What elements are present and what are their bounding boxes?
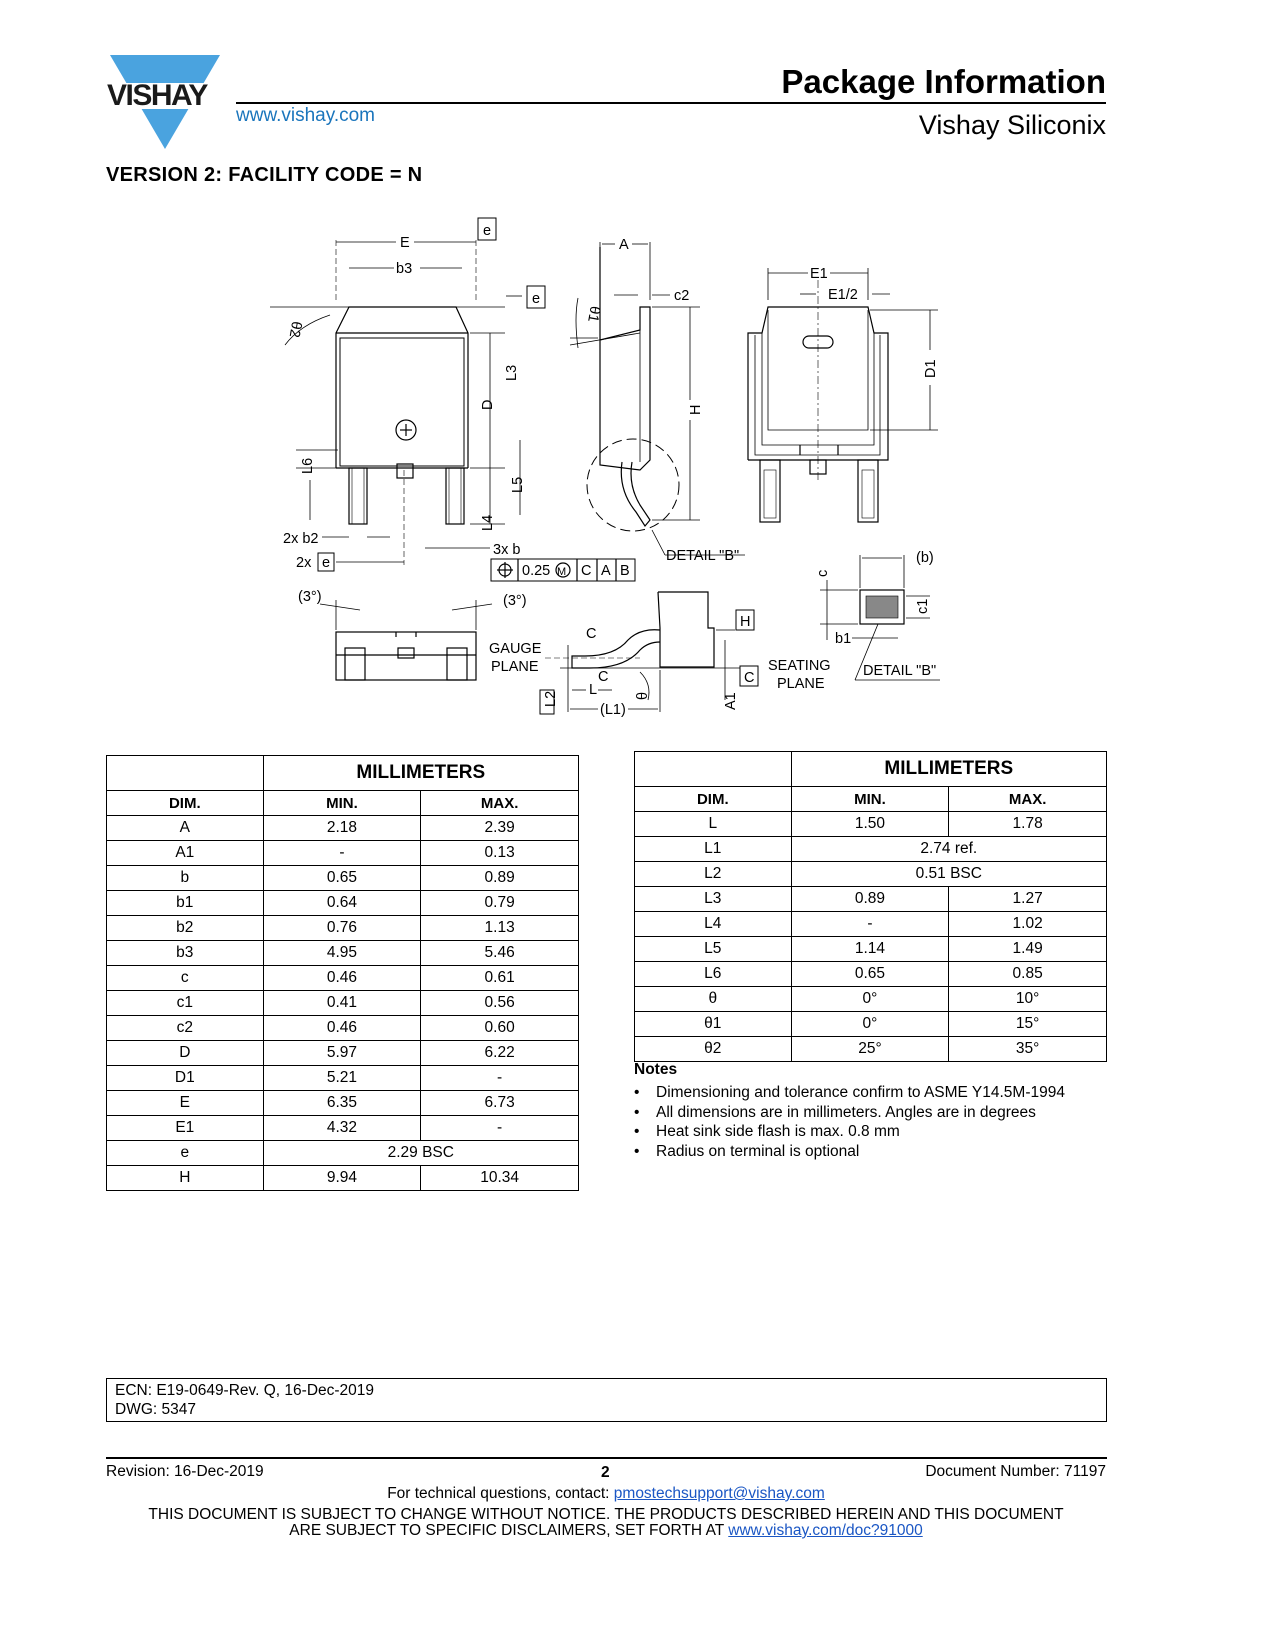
svg-text:b1: b1 xyxy=(835,631,852,647)
detail-b-section xyxy=(820,555,940,680)
svg-text:(3°): (3°) xyxy=(298,589,322,605)
dwg-line: DWG: 5347 xyxy=(115,1401,196,1418)
svg-text:e: e xyxy=(483,223,492,239)
table-row: D1 5.21 - xyxy=(107,1066,579,1091)
table-row: θ 0° 10° xyxy=(635,987,1107,1012)
top-view xyxy=(270,218,635,581)
table-row: D 5.97 6.22 xyxy=(107,1041,579,1066)
table-row: A 2.18 2.39 xyxy=(107,816,579,841)
end-view xyxy=(320,600,492,680)
table-row: c1 0.41 0.56 xyxy=(107,991,579,1016)
col-min: MIN. xyxy=(791,787,949,812)
contact-email-link[interactable]: pmostechsupport@vishay.com xyxy=(613,1485,825,1502)
svg-text:C: C xyxy=(744,670,755,686)
disclaimer-line-2 xyxy=(0,1522,1212,1540)
svg-text:e: e xyxy=(322,555,331,571)
table-row: θ2 25° 35° xyxy=(635,1037,1107,1062)
side-view xyxy=(570,242,745,555)
svg-text:A: A xyxy=(619,237,629,253)
svg-text:(b): (b) xyxy=(916,550,934,566)
svg-text:3x b: 3x b xyxy=(493,542,521,558)
svg-text:M: M xyxy=(557,566,567,578)
svg-text:2x b2: 2x b2 xyxy=(283,531,319,547)
svg-text:θ2: θ2 xyxy=(285,319,305,339)
top-view-labels xyxy=(283,223,630,579)
table-row: L5 1.14 1.49 xyxy=(635,937,1107,962)
table-row: b3 4.95 5.46 xyxy=(107,941,579,966)
svg-text:2x: 2x xyxy=(296,555,312,571)
svg-text:(L1): (L1) xyxy=(600,702,626,718)
table-row: L4 - 1.02 xyxy=(635,912,1107,937)
svg-text:L4: L4 xyxy=(480,514,496,531)
revision-date: Revision: 16-Dec-2019 xyxy=(106,1463,264,1480)
svg-text:c1: c1 xyxy=(915,598,931,614)
table-row: L3 0.89 1.27 xyxy=(635,887,1107,912)
svg-text:L3: L3 xyxy=(504,364,520,381)
table-header-millimeters: MILLIMETERS xyxy=(791,752,1106,787)
table-row: b 0.65 0.89 xyxy=(107,866,579,891)
page-title: Package Information xyxy=(781,63,1106,100)
svg-text:E: E xyxy=(400,235,410,251)
svg-text:B: B xyxy=(620,563,630,579)
svg-text:A: A xyxy=(601,563,611,579)
svg-text:b3: b3 xyxy=(396,261,413,277)
table-row: c 0.46 0.61 xyxy=(107,966,579,991)
dimensions-table-left xyxy=(106,755,579,1191)
table-row: b1 0.64 0.79 xyxy=(107,891,579,916)
svg-text:H: H xyxy=(740,614,751,630)
bottom-view-labels xyxy=(810,266,939,378)
col-dim: DIM. xyxy=(635,787,792,812)
logo-wordmark: VISHAY xyxy=(107,79,207,112)
svg-text:C: C xyxy=(598,669,609,685)
svg-text:0.25: 0.25 xyxy=(522,563,551,579)
table-row: c2 0.46 0.60 xyxy=(107,1016,579,1041)
svg-text:PLANE: PLANE xyxy=(777,676,825,692)
bottom-view xyxy=(748,268,938,522)
table-row: L2 0.51 BSC xyxy=(635,862,1107,887)
col-dim: DIM. xyxy=(107,791,264,816)
svg-text:DETAIL "B": DETAIL "B" xyxy=(863,663,937,679)
note-item: • All dimensions are in millimeters. Angles are in degrees xyxy=(656,1103,1036,1124)
package-outline-drawing xyxy=(0,0,1275,740)
disclaimer-prefix: ARE SUBJECT TO SPECIFIC DISCLAIMERS, SET FORTH AT xyxy=(289,1522,729,1539)
svg-text:E1: E1 xyxy=(810,266,828,282)
footer-rule xyxy=(106,1457,1107,1459)
disclaimer-line-1: THIS DOCUMENT IS SUBJECT TO CHANGE WITHOUT NOTICE. THE PRODUCTS DESCRIBED HEREIN AND THIS DOCUMENT xyxy=(148,1506,1064,1523)
document-number: Document Number: 71197 xyxy=(925,1463,1106,1480)
disclaimer-link[interactable]: www.vishay.com/doc?91000 xyxy=(728,1522,923,1539)
table-row: L 1.50 1.78 xyxy=(635,812,1107,837)
contact-prefix: For technical questions, contact: xyxy=(387,1485,614,1502)
website-link[interactable]: www.vishay.com xyxy=(236,105,376,126)
svg-text:θ1: θ1 xyxy=(584,304,603,324)
ecn-box xyxy=(106,1378,1107,1422)
ecn-line: ECN: E19-0649-Rev. Q, 16-Dec-2019 xyxy=(115,1382,375,1399)
svg-text:(3°): (3°) xyxy=(503,593,527,609)
svg-text:DETAIL "B": DETAIL "B" xyxy=(666,548,740,564)
table-row: E 6.35 6.73 xyxy=(107,1091,579,1116)
note-item: • Dimensioning and tolerance confirm to ASME Y14.5M-1994 xyxy=(656,1083,1065,1104)
note-item: • Heat sink side flash is max. 0.8 mm xyxy=(656,1122,900,1143)
svg-text:θ: θ xyxy=(635,691,651,700)
note-item: • Radius on terminal is optional xyxy=(656,1142,859,1163)
svg-text:c: c xyxy=(815,569,831,577)
table-row: b2 0.76 1.13 xyxy=(107,916,579,941)
page-subtitle: Vishay Siliconix xyxy=(918,110,1106,140)
col-min: MIN. xyxy=(263,791,421,816)
col-max: MAX. xyxy=(421,791,579,816)
col-max: MAX. xyxy=(949,787,1107,812)
svg-text:L5: L5 xyxy=(510,476,526,493)
table-row: L1 2.74 ref. xyxy=(635,837,1107,862)
svg-text:C: C xyxy=(581,563,592,579)
table-row: H 9.94 10.34 xyxy=(107,1166,579,1191)
page-number: 2 xyxy=(601,1464,610,1481)
svg-text:c2: c2 xyxy=(674,288,690,304)
svg-text:D: D xyxy=(480,399,496,410)
table-row: E1 4.32 - xyxy=(107,1116,579,1141)
svg-text:E1/2: E1/2 xyxy=(828,287,858,303)
dimensions-table-right xyxy=(634,751,1107,1062)
svg-text:L: L xyxy=(589,682,598,698)
svg-text:SEATING: SEATING xyxy=(768,658,831,674)
svg-text:C: C xyxy=(586,626,597,642)
svg-text:H: H xyxy=(688,404,704,415)
svg-text:D1: D1 xyxy=(923,359,939,378)
contact-line xyxy=(0,1485,1212,1503)
svg-text:PLANE: PLANE xyxy=(491,659,539,675)
notes-title: Notes xyxy=(634,1061,678,1078)
table-row: A1 - 0.13 xyxy=(107,841,579,866)
table-row: θ1 0° 15° xyxy=(635,1012,1107,1037)
table-row: L6 0.65 0.85 xyxy=(635,962,1107,987)
svg-text:GAUGE: GAUGE xyxy=(489,641,542,657)
table-row: e 2.29 BSC xyxy=(107,1141,579,1166)
version-heading: VERSION 2: FACILITY CODE = N xyxy=(106,164,423,186)
svg-text:L6: L6 xyxy=(300,457,316,474)
svg-text:e: e xyxy=(532,291,541,307)
svg-text:L2: L2 xyxy=(543,690,559,707)
side-view-labels xyxy=(584,237,739,564)
svg-text:A1: A1 xyxy=(723,692,739,710)
table-header-millimeters: MILLIMETERS xyxy=(263,756,578,791)
